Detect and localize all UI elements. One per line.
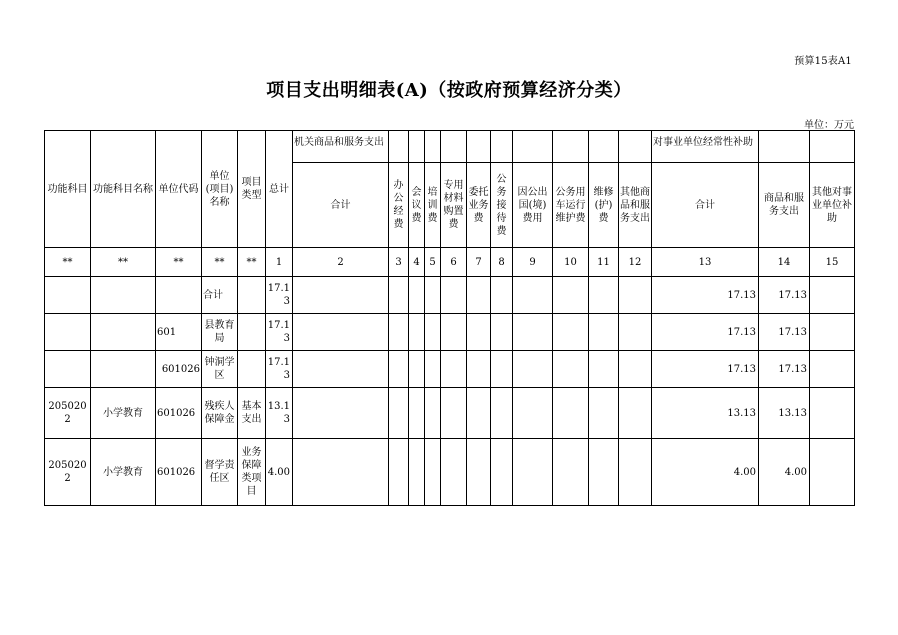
col-header-subsidy-other: 其他对事业单位补助 xyxy=(810,163,855,248)
col-header-subsidy-goods: 商品和服务支出 xyxy=(759,163,810,248)
cell-empty xyxy=(425,388,441,439)
cell-empty xyxy=(491,388,513,439)
group-header-blank xyxy=(553,131,589,163)
cell-unit-name: 合计 xyxy=(202,277,238,314)
cell-func-code: 2050202 xyxy=(45,439,91,506)
cell-project-type: 基本支出 xyxy=(238,388,266,439)
cell-func-name xyxy=(91,351,156,388)
table-row xyxy=(45,351,855,388)
cell-empty xyxy=(810,351,855,388)
group-header-blank xyxy=(409,131,425,163)
cell-empty xyxy=(467,277,491,314)
index-cell: 13 xyxy=(652,248,759,277)
cell-empty xyxy=(389,277,409,314)
group-header-subsidy: 对事业单位经常性补助 xyxy=(652,131,759,163)
group-header-blank xyxy=(759,131,810,163)
cell-empty xyxy=(553,351,589,388)
group-header-blank xyxy=(425,131,441,163)
cell-total: 4.00 xyxy=(266,439,293,506)
cell-empty xyxy=(553,388,589,439)
col-header-project-type: 项目类型 xyxy=(238,131,266,248)
cell-empty xyxy=(513,439,553,506)
cell-subsidy-subtotal: 13.13 xyxy=(652,388,759,439)
col-header-materials: 专用材料购置费 xyxy=(441,163,467,248)
cell-empty xyxy=(293,277,389,314)
cell-empty xyxy=(619,439,652,506)
col-header-meeting: 会议费 xyxy=(409,163,425,248)
index-cell: 14 xyxy=(759,248,810,277)
cell-empty xyxy=(589,439,619,506)
cell-empty xyxy=(589,277,619,314)
cell-empty xyxy=(389,314,409,351)
cell-project-type xyxy=(238,277,266,314)
cell-subsidy-goods: 17.13 xyxy=(759,351,810,388)
cell-empty xyxy=(619,388,652,439)
cell-empty xyxy=(589,388,619,439)
unit-label: 单位：万元 xyxy=(804,120,854,131)
group-header-blank xyxy=(513,131,553,163)
cell-unit-code: 601026 xyxy=(156,351,202,388)
cell-empty xyxy=(467,314,491,351)
col-header-vehicle: 公务用车运行维护费 xyxy=(553,163,589,248)
group-header-blank xyxy=(467,131,491,163)
cell-total: 17.13 xyxy=(266,277,293,314)
cell-total: 13.13 xyxy=(266,388,293,439)
cell-unit-code: 601026 xyxy=(156,439,202,506)
index-cell: 10 xyxy=(553,248,589,277)
col-header-subsidy-subtotal: 合计 xyxy=(652,163,759,248)
cell-empty xyxy=(513,388,553,439)
cell-empty xyxy=(409,351,425,388)
col-header-other-goods: 其他商品和服务支出 xyxy=(619,163,652,248)
header-group-row xyxy=(45,131,855,163)
cell-empty xyxy=(467,439,491,506)
cell-empty xyxy=(619,351,652,388)
cell-empty xyxy=(810,439,855,506)
cell-empty xyxy=(810,388,855,439)
cell-empty xyxy=(619,277,652,314)
col-header-office: 办公经费 xyxy=(389,163,409,248)
cell-empty xyxy=(513,277,553,314)
cell-func-name xyxy=(91,314,156,351)
cell-empty xyxy=(441,277,467,314)
index-cell: 12 xyxy=(619,248,652,277)
cell-func-name: 小学教育 xyxy=(91,388,156,439)
column-index-row xyxy=(45,248,855,277)
cell-empty xyxy=(409,388,425,439)
cell-empty xyxy=(293,439,389,506)
cell-func-name: 小学教育 xyxy=(91,439,156,506)
table-row xyxy=(45,388,855,439)
cell-subsidy-goods: 13.13 xyxy=(759,388,810,439)
col-header-unit-name: 单位(项目)名称 xyxy=(202,131,238,248)
cell-unit-code xyxy=(156,277,202,314)
index-cell: 11 xyxy=(589,248,619,277)
cell-empty xyxy=(619,314,652,351)
cell-empty xyxy=(409,277,425,314)
index-cell: ** xyxy=(156,248,202,277)
cell-empty xyxy=(409,314,425,351)
cell-empty xyxy=(441,351,467,388)
index-cell: 8 xyxy=(491,248,513,277)
cell-empty xyxy=(293,314,389,351)
cell-empty xyxy=(589,351,619,388)
index-cell: 4 xyxy=(409,248,425,277)
cell-empty xyxy=(389,351,409,388)
cell-total: 17.13 xyxy=(266,314,293,351)
cell-empty xyxy=(491,277,513,314)
cell-empty xyxy=(553,439,589,506)
cell-empty xyxy=(810,277,855,314)
index-cell: 5 xyxy=(425,248,441,277)
cell-project-type: 业务保障类项目 xyxy=(238,439,266,506)
cell-empty xyxy=(425,351,441,388)
cell-empty xyxy=(389,388,409,439)
cell-empty xyxy=(491,351,513,388)
cell-empty xyxy=(810,314,855,351)
col-header-total: 总计 xyxy=(266,131,293,248)
cell-project-type xyxy=(238,314,266,351)
cell-subsidy-subtotal: 17.13 xyxy=(652,351,759,388)
index-cell: ** xyxy=(91,248,156,277)
cell-empty xyxy=(425,277,441,314)
cell-empty xyxy=(409,439,425,506)
cell-empty xyxy=(589,314,619,351)
cell-empty xyxy=(491,439,513,506)
cell-func-code xyxy=(45,351,91,388)
index-cell: ** xyxy=(45,248,91,277)
col-header-reception: 公务接待费 xyxy=(491,163,513,248)
col-header-func-code: 功能科目 xyxy=(45,131,91,248)
cell-func-name xyxy=(91,277,156,314)
index-cell: 6 xyxy=(441,248,467,277)
col-header-training: 培训费 xyxy=(425,163,441,248)
table-row xyxy=(45,439,855,506)
cell-unit-code: 601026 xyxy=(156,388,202,439)
group-header-blank xyxy=(441,131,467,163)
col-header-entrusted: 委托业务费 xyxy=(467,163,491,248)
cell-func-code: 2050202 xyxy=(45,388,91,439)
cell-empty xyxy=(467,351,491,388)
group-header-goods: 机关商品和服务支出 xyxy=(293,131,389,163)
cell-empty xyxy=(467,388,491,439)
cell-total: 17.13 xyxy=(266,351,293,388)
col-header-abroad: 因公出国(境)费用 xyxy=(513,163,553,248)
table-row xyxy=(45,314,855,351)
cell-empty xyxy=(513,314,553,351)
cell-empty xyxy=(425,314,441,351)
group-header-blank xyxy=(619,131,652,163)
group-header-blank xyxy=(491,131,513,163)
cell-unit-name: 钟洞学区 xyxy=(202,351,238,388)
cell-subsidy-subtotal: 17.13 xyxy=(652,277,759,314)
cell-subsidy-goods: 4.00 xyxy=(759,439,810,506)
index-cell: ** xyxy=(202,248,238,277)
budget-table xyxy=(44,130,855,506)
group-header-blank xyxy=(389,131,409,163)
cell-empty xyxy=(513,351,553,388)
cell-empty xyxy=(293,388,389,439)
cell-empty xyxy=(293,351,389,388)
page-title: 项目支出明细表(A)（按政府预算经济分类） xyxy=(266,80,632,101)
index-cell: 7 xyxy=(467,248,491,277)
group-header-blank xyxy=(589,131,619,163)
col-header-func-name: 功能科目名称 xyxy=(91,131,156,248)
index-cell: 15 xyxy=(810,248,855,277)
cell-unit-name: 县教育局 xyxy=(202,314,238,351)
cell-unit-code: 601 xyxy=(156,314,202,351)
cell-unit-name: 督学责任区 xyxy=(202,439,238,506)
cell-subsidy-goods: 17.13 xyxy=(759,314,810,351)
cell-empty xyxy=(553,277,589,314)
table-row xyxy=(45,277,855,314)
cell-unit-name: 残疾人保障金 xyxy=(202,388,238,439)
cell-empty xyxy=(389,439,409,506)
cell-empty xyxy=(441,388,467,439)
cell-empty xyxy=(441,439,467,506)
cell-empty xyxy=(491,314,513,351)
index-cell: 3 xyxy=(389,248,409,277)
cell-empty xyxy=(553,314,589,351)
cell-subsidy-subtotal: 17.13 xyxy=(652,314,759,351)
cell-func-code xyxy=(45,277,91,314)
col-header-maintenance: 维修(护)费 xyxy=(589,163,619,248)
index-cell: 2 xyxy=(293,248,389,277)
cell-project-type xyxy=(238,351,266,388)
table-code-label: 预算15表A1 xyxy=(794,56,852,67)
index-cell: ** xyxy=(238,248,266,277)
index-cell: 9 xyxy=(513,248,553,277)
cell-subsidy-subtotal: 4.00 xyxy=(652,439,759,506)
cell-func-code xyxy=(45,314,91,351)
col-header-goods-subtotal: 合计 xyxy=(293,163,389,248)
group-header-blank xyxy=(810,131,855,163)
cell-empty xyxy=(425,439,441,506)
col-header-unit-code: 单位代码 xyxy=(156,131,202,248)
cell-subsidy-goods: 17.13 xyxy=(759,277,810,314)
cell-empty xyxy=(441,314,467,351)
index-cell: 1 xyxy=(266,248,293,277)
